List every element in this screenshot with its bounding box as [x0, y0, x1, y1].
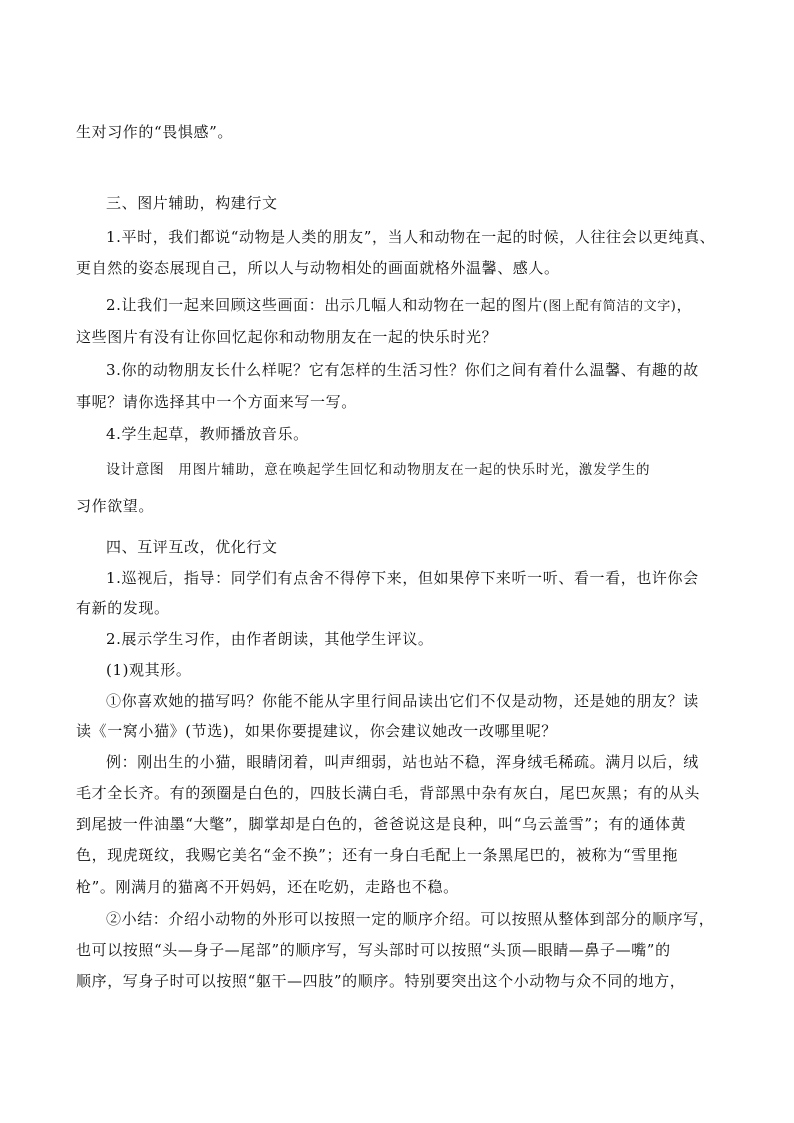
design-intent-cont: 习作欲望。: [76, 497, 155, 515]
example-line4: 色，现虎斑纹，我赐它美名“金不换”；还有一身白毛配上一条黑尾巴的，被称为“雪里拖: [76, 846, 679, 864]
example-line1: 例：刚出生的小猫，眼睛闭着，叫声细弱，站也站不稳，浑身绒毛稀疏。满月以后，绒: [106, 753, 699, 771]
example-line2: 毛才全长齐。有的颈圈是白色的，四肢长满白毛，背部黑中杂有灰白，尾巴灰黑；有的从头: [76, 784, 701, 802]
carry-over-line: 生对习作的“畏惧感”。: [76, 123, 233, 141]
s3-p2-end: ，: [676, 296, 693, 314]
s3-p2-line1: [106, 295, 726, 317]
s3-p1-line1: 1.平时，我们都说“动物是人类的朋友”，当人和动物在一起的时候，人往往会以更纯真、: [106, 228, 716, 246]
s3-p1-line2: 更自然的姿态展现自己，所以人与动物相处的画面就格外温馨、感人。: [76, 259, 560, 277]
summary-line2: 也可以按照“头—身子—尾部”的顺序写，写头部时可以按照“头顶—眼睛—鼻子—嘴”的: [76, 941, 671, 959]
s3-p2-line2: 这些图片有没有让你回忆起你和动物朋友在一起的快乐时光？: [76, 328, 498, 346]
example-line3: 到尾披一件油墨“大氅”，脚掌却是白色的，爸爸说这是良种，叫“乌云盖雪”；有的通体黄: [76, 815, 687, 833]
s3-p4: 4.学生起草，教师播放音乐。: [106, 425, 309, 443]
s3-p3-line1: 3.你的动物朋友长什么样呢？它有怎样的生活习性？你们之间有着什么温馨、有趣的故: [106, 361, 699, 379]
design-intent-text: 用图片辅助，意在唤起学生回忆和动物朋友在一起的快乐时光，激发学生的: [178, 462, 651, 478]
design-intent-label: 设计意图: [106, 462, 165, 478]
s4-p1-line1: 1.巡视后，指导：同学们有点舍不得停下来，但如果停下来听一听、看一看，也许你会: [106, 569, 699, 587]
s4-p2: 2.展示学生习作，由作者朗读，其他学生评议。: [106, 630, 434, 648]
s3-p2-note: (图上配有简洁的文字): [542, 299, 677, 314]
design-intent-line: [106, 459, 726, 480]
s4-q1-line1: ①你喜欢她的描写吗？你能不能从字里行间品读出它们不仅是动物，还是她的朋友？读: [106, 692, 699, 710]
s3-p3-line2: 事呢？请你选择其中一个方面来写一写。: [76, 393, 357, 411]
section-4-heading: 四、互评互改，优化行文: [106, 538, 278, 556]
example-line5: 枪”。刚满月的猫离不开妈妈，还在吃奶，走路也不稳。: [76, 878, 459, 896]
section-3-heading: 三、图片辅助，构建行文: [106, 194, 278, 212]
s4-p1-line2: 有新的发现。: [76, 599, 170, 617]
summary-line1: ②小结：介绍小动物的外形可以按照一定的顺序介绍。可以按照从整体到部分的顺序写，: [106, 910, 715, 928]
summary-line3: 顺序，写身子时可以按照“躯干—四肢”的顺序。特别要突出这个小动物与众不同的地方，: [76, 972, 686, 990]
s4-sub1: (1)观其形。: [106, 661, 192, 679]
s3-p2-text: 2.让我们一起来回顾这些画面：出示几幅人和动物在一起的图片: [106, 296, 543, 314]
s4-q1-line2: 读《一窝小猫》(节选)，如果你要提建议，你会建议她改一改哪里呢？: [76, 722, 557, 740]
